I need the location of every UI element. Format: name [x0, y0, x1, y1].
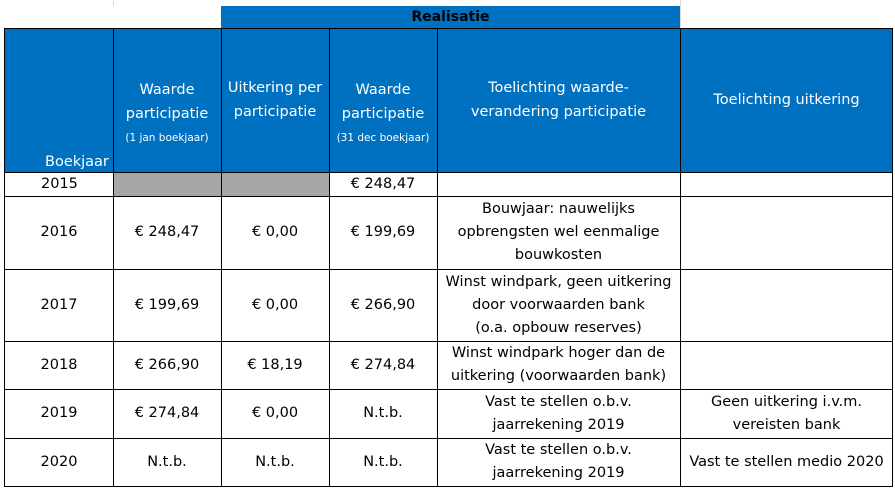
- empty-cell-2015-uitkering[interactable]: [221, 172, 329, 196]
- cell-2016-eind[interactable]: [329, 196, 437, 269]
- cell-2015-eind[interactable]: [329, 172, 437, 196]
- cell-2019-uitkering[interactable]: [221, 389, 329, 438]
- header-waarde-begin[interactable]: [113, 28, 221, 172]
- cell-2018-uitkering[interactable]: [221, 341, 329, 389]
- header-toelichting-waarde[interactable]: [437, 28, 680, 172]
- table-cell-line: jaarrekening 2019: [492, 465, 625, 481]
- header-toelichting-waarde-line1: Toelichting waarde-: [488, 80, 629, 96]
- header-waarde-begin-line1: Waarde: [139, 82, 195, 98]
- cell-2019-toel-uitkering[interactable]: [680, 389, 893, 438]
- table-cell: 2018: [40, 356, 78, 373]
- cell-2020-begin[interactable]: [113, 438, 221, 486]
- table-cell-line: opbrengsten wel eenmalige: [457, 224, 660, 240]
- group-header-realisatie[interactable]: [221, 6, 680, 28]
- cell-2017-toel-waarde[interactable]: [437, 269, 680, 341]
- cell-2020-eind[interactable]: [329, 438, 437, 486]
- cell-2019-year[interactable]: [5, 389, 113, 438]
- table-cell-line: jaarrekening 2019: [492, 416, 625, 433]
- border-line: [4, 269, 893, 270]
- border-line: [221, 28, 222, 487]
- border-line: [4, 486, 893, 487]
- border-line: [437, 28, 438, 487]
- header-waarde-eind-sub: (31 dec boekjaar): [336, 132, 430, 144]
- cell-2019-eind[interactable]: [329, 389, 437, 438]
- group-header-label: Realisatie: [411, 8, 490, 25]
- border-line: [4, 172, 893, 173]
- header-waarde-begin-sub: (1 jan boekjaar): [125, 132, 209, 144]
- table-cell: € 199,69: [350, 224, 416, 240]
- cell-2017-begin[interactable]: [113, 269, 221, 341]
- cell-2015-toel-uitkering[interactable]: [680, 172, 893, 196]
- table-cell: N.t.b.: [255, 453, 295, 470]
- table-cell-line: bouwkosten: [514, 247, 603, 263]
- table-cell: € 248,47: [350, 175, 416, 192]
- table-cell: € 248,47: [134, 224, 200, 240]
- cell-2016-year[interactable]: [5, 196, 113, 269]
- cell-2018-begin[interactable]: [113, 341, 221, 389]
- border-line: [4, 28, 893, 29]
- border-line: [892, 28, 893, 487]
- table-cell-line: vereisten bank: [732, 416, 841, 433]
- cell-2018-toel-waarde[interactable]: [437, 341, 680, 389]
- gridline: [113, 0, 114, 6]
- border-line: [329, 28, 330, 487]
- table-cell: N.t.b.: [363, 453, 403, 470]
- table-cell: € 274,84: [134, 405, 200, 421]
- border-line: [113, 28, 114, 487]
- table-cell: € 266,90: [350, 296, 416, 313]
- table-cell: € 199,69: [134, 296, 200, 313]
- table-cell-line: Geen uitkering i.v.m.: [710, 393, 862, 410]
- cell-2018-year[interactable]: [5, 341, 113, 389]
- gridline: [680, 0, 681, 28]
- cell-2019-toel-waarde[interactable]: [437, 389, 680, 438]
- header-waarde-eind-line1: Waarde: [355, 82, 411, 98]
- table-cell: 2016: [40, 224, 78, 240]
- table-cell-line: door voorwaarden bank: [472, 296, 645, 313]
- cell-2020-toel-uitkering[interactable]: [680, 438, 893, 486]
- table-cell: 2020: [40, 453, 78, 470]
- table-cell-line: Vast te stellen o.b.v.: [485, 393, 632, 410]
- table-cell: € 274,84: [350, 356, 416, 373]
- table-cell-line: Bouwjaar: nauwelijks: [482, 201, 635, 217]
- table-cell: N.t.b.: [147, 453, 187, 470]
- header-uitkering-line1: Uitkering per: [227, 80, 323, 96]
- table-cell: Vast te stellen medio 2020: [689, 453, 884, 470]
- header-boekjaar-label: Boekjaar: [45, 154, 109, 170]
- border-line: [4, 389, 893, 390]
- border-line: [4, 438, 893, 439]
- cell-2017-eind[interactable]: [329, 269, 437, 341]
- cell-2020-year[interactable]: [5, 438, 113, 486]
- cell-2016-begin[interactable]: [113, 196, 221, 269]
- table-cell-line: uitkering (voorwaarden bank): [450, 368, 667, 384]
- table-cell: € 0,00: [251, 296, 299, 313]
- table-cell: 2015: [41, 175, 78, 192]
- border-line: [4, 196, 893, 197]
- cell-2020-toel-waarde[interactable]: [437, 438, 680, 486]
- table-cell: € 18,19: [247, 356, 303, 373]
- table-cell: 2019: [40, 405, 78, 421]
- cell-2017-year[interactable]: [5, 269, 113, 341]
- table-cell: € 266,90: [134, 356, 200, 373]
- border-line: [4, 28, 5, 487]
- cell-2015-year[interactable]: [5, 172, 113, 196]
- table-cell-line: Winst windpark hoger dan de: [451, 345, 666, 361]
- border-line: [680, 28, 681, 487]
- cell-2019-begin[interactable]: [113, 389, 221, 438]
- header-uitkering[interactable]: [221, 28, 329, 172]
- table-cell-line: (o.a. opbouw reserves): [475, 319, 642, 336]
- header-waarde-eind-line2: participatie: [341, 106, 425, 122]
- cell-2016-toel-uitkering[interactable]: [680, 196, 893, 269]
- border-line: [4, 341, 893, 342]
- header-toelichting-uitkering[interactable]: [680, 28, 893, 172]
- cell-2020-uitkering[interactable]: [221, 438, 329, 486]
- table-cell-line: Vast te stellen o.b.v.: [485, 442, 632, 458]
- header-waarde-eind[interactable]: [329, 28, 437, 172]
- cell-2018-eind[interactable]: [329, 341, 437, 389]
- header-toelichting-uitkering-label: Toelichting uitkering: [713, 92, 860, 108]
- header-toelichting-waarde-line2: verandering participatie: [470, 104, 647, 120]
- table-cell: € 0,00: [251, 224, 299, 240]
- table-cell: 2017: [40, 296, 78, 313]
- cell-2017-uitkering[interactable]: [221, 269, 329, 341]
- header-waarde-begin-line2: participatie: [125, 106, 209, 122]
- cell-2015-toel-waarde[interactable]: [437, 172, 680, 196]
- header-boekjaar[interactable]: [5, 28, 113, 172]
- header-uitkering-line2: participatie: [233, 104, 317, 120]
- table-cell: € 0,00: [251, 405, 299, 421]
- cell-2016-uitkering[interactable]: [221, 196, 329, 269]
- cell-2017-toel-uitkering[interactable]: [680, 269, 893, 341]
- table-cell-line: Winst windpark, geen uitkering: [445, 273, 672, 290]
- cell-2016-toel-waarde[interactable]: [437, 196, 680, 269]
- empty-cell-2015-begin[interactable]: [113, 172, 221, 196]
- table-cell: N.t.b.: [363, 405, 403, 421]
- cell-2018-toel-uitkering[interactable]: [680, 341, 893, 389]
